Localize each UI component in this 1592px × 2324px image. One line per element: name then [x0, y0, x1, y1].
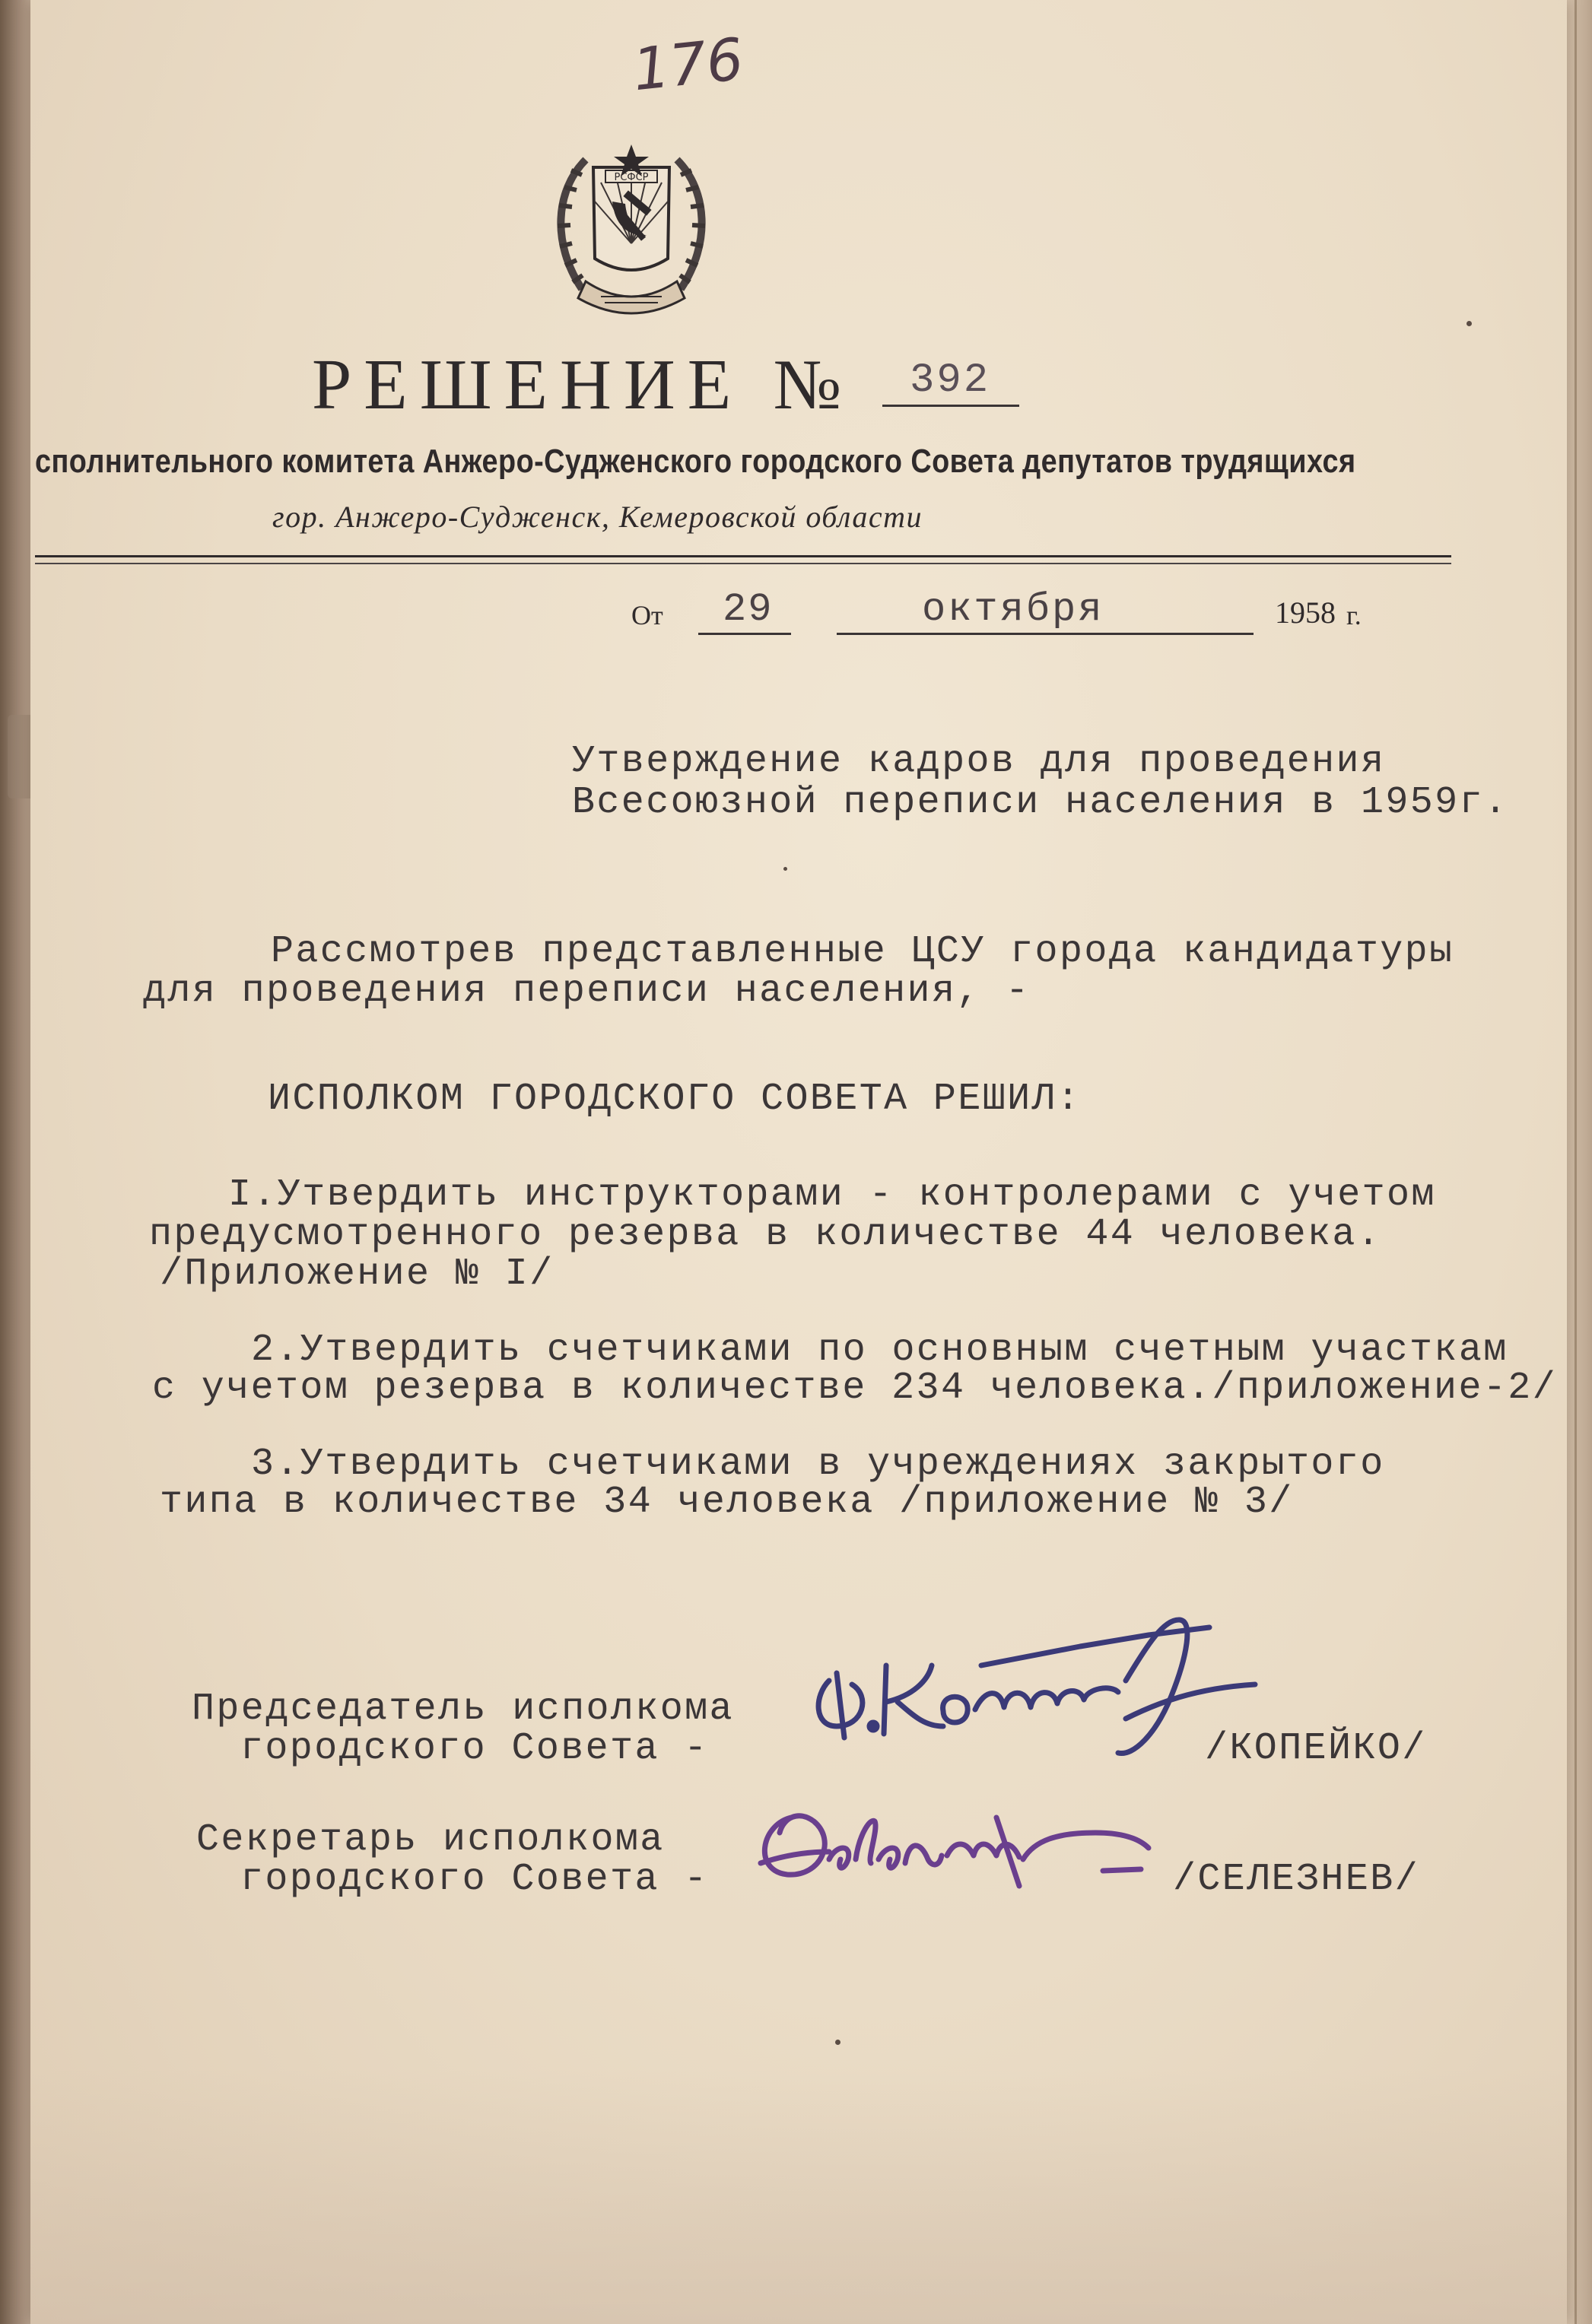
preamble-line-2: для проведения переписи населения, - — [143, 970, 1031, 1013]
header-rule-thin — [35, 563, 1451, 564]
page-edge-line — [1575, 0, 1577, 2324]
item-1-line-3: /Приложение № I/ — [160, 1252, 554, 1296]
paper-speck — [1466, 321, 1472, 326]
item-2-line-1: 2.Утвердить счетчиками по основным счетным участкам — [251, 1329, 1508, 1372]
chairman-signature — [799, 1612, 1270, 1764]
signature-2-name: /СЕЛЕЗНЕВ/ — [1173, 1858, 1420, 1901]
location-line: гор. Анжеро-Судженск, Кемеровской области — [272, 500, 923, 534]
date-year: 1958 — [1275, 595, 1336, 630]
emblem-icon — [540, 129, 723, 327]
date-month-underline — [837, 633, 1254, 635]
decision-number-underline — [882, 405, 1019, 407]
date-day-underline — [698, 633, 791, 635]
preamble-line-1: Рассмотрев представленные ЦСУ города кандидатуры — [271, 930, 1454, 973]
subject-line-1: Утверждение кадров для проведения — [572, 740, 1386, 783]
date-day: 29 — [723, 587, 774, 632]
issuing-committee: сполнительного комитета Анжеро-Судженского городского Совета депутатов трудящихся — [35, 443, 1356, 480]
decision-number: 392 — [910, 357, 991, 404]
archive-number: 176 — [629, 24, 747, 104]
signature-1-name: /КОПЕЙКО/ — [1205, 1727, 1427, 1770]
resolution-heading: ИСПОЛКОМ ГОРОДСКОГО СОВЕТА РЕШИЛ: — [268, 1078, 1082, 1121]
date-prefix: От — [631, 600, 663, 630]
signature-2-role-line-2: городского Совета - — [240, 1858, 709, 1901]
subject-line-2: Всесоюзной переписи населения в 1959г. — [572, 781, 1509, 824]
document-title: РЕШЕНИЕ № — [312, 345, 854, 424]
header-rule — [35, 555, 1451, 557]
signature-1-role-line-2: городского Совета - — [240, 1727, 709, 1770]
page-edge-right — [1565, 0, 1592, 2324]
date-month: октября — [922, 587, 1104, 632]
item-1-line-2: предусмотренного резерва в количестве 44 человека. — [149, 1213, 1382, 1256]
item-2-line-2: с учетом резерва в количестве 234 человека./приложение-2/ — [152, 1367, 1558, 1410]
signature-2-role-line-1: Секретарь исполкома — [196, 1818, 665, 1862]
secretary-signature — [745, 1787, 1171, 1909]
paper-speck — [835, 2040, 840, 2045]
signature-1-role-line-1: Председатель исполкома — [192, 1687, 734, 1731]
date-suffix: г. — [1346, 600, 1362, 630]
emblem-lettering: РСФСР — [614, 172, 649, 183]
item-3-line-2: типа в количестве 34 человека /приложение № 3/ — [160, 1481, 1294, 1524]
paper-speck — [783, 867, 787, 871]
item-3-line-1: 3.Утвердить счетчиками в учреждениях закрытого — [251, 1443, 1385, 1486]
item-1-line-1: I.Утвердить инструкторами - контролерами с учетом — [228, 1173, 1436, 1217]
